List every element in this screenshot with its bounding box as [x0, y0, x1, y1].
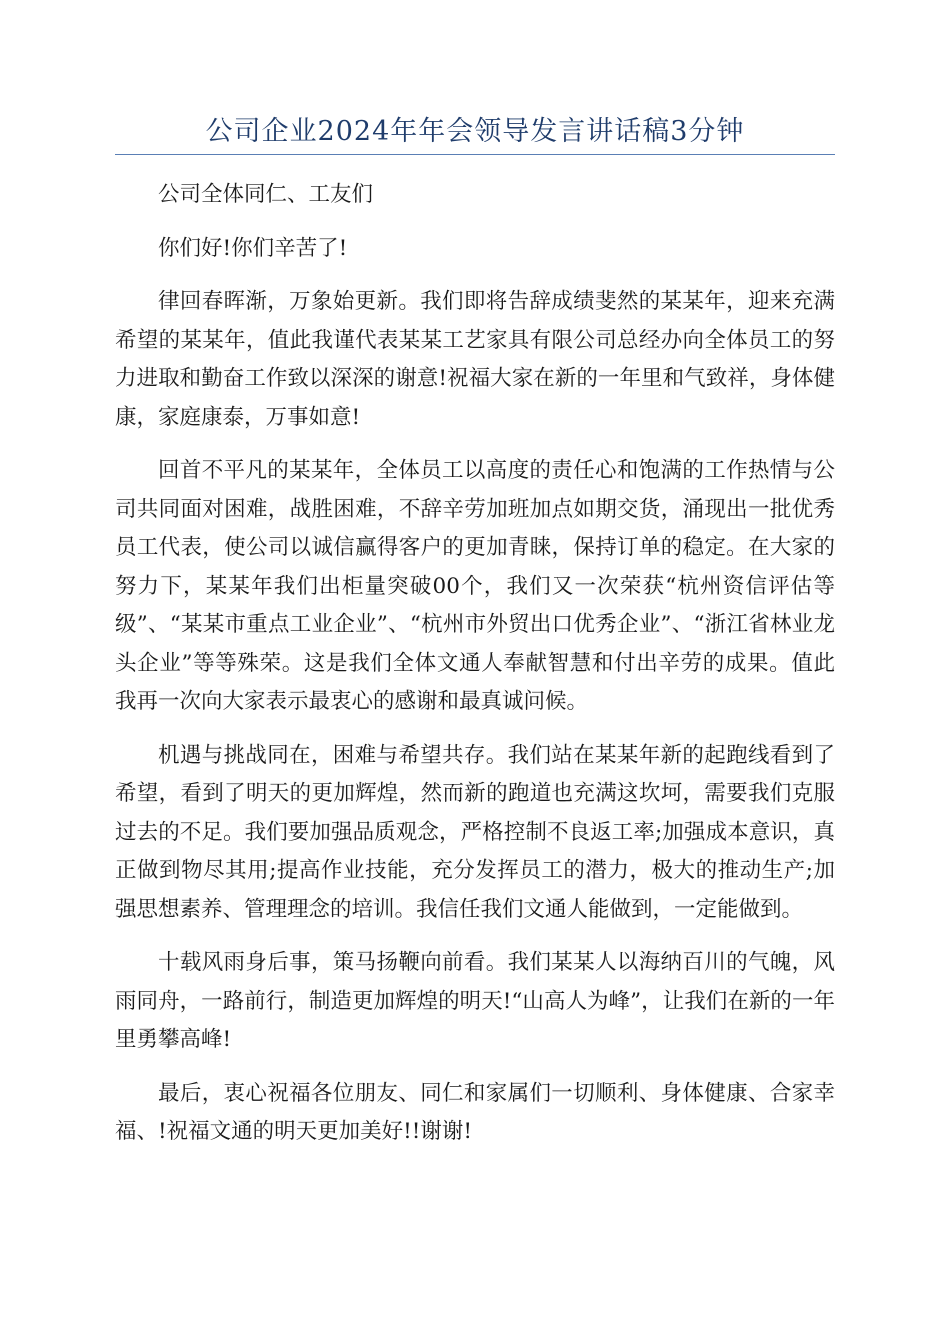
- closing-paragraph: 最后，衷心祝福各位朋友、同仁和家属们一切顺利、身体健康、合家幸福、!祝福文通的明天更加美好!!谢谢!: [115, 1080, 835, 1144]
- paragraph: 十载风雨身后事，策马扬鞭向前看。我们某某人以海纳百川的气魄，风雨同舟，一路前行，制造更加辉煌的明天!“山高人为峰”，让我们在新的一年里勇攀高峰!: [115, 950, 835, 1052]
- greeting: 你们好!你们辛苦了!: [158, 235, 348, 261]
- paragraph: 机遇与挑战同在，困难与希望共存。我们站在某某年新的起跑线看到了希望，看到了明天的更加辉煌，然而新的跑道也充满这坎坷，需要我们克服过去的不足。我们要加强品质观念，严格控制不良返工率;加强成本意识，真正做到物尽其用;提高作业技能，充分发挥员工的潜力，极大的推动生产;加强思想素养、管理理念的培训。我信任我们文通人能做到，一定能做到。: [115, 742, 835, 922]
- document-body: [115, 176, 835, 1167]
- title-underline: [115, 154, 835, 155]
- paragraph: 律回春晖渐，万象始更新。我们即将告辞成绩斐然的某某年，迎来充满希望的某某年，值此我谨代表某某工艺家具有限公司总经办向全体员工的努力进取和勤奋工作致以深深的谢意!祝福大家在新的一年里和气致祥，身体健康，家庭康泰，万事如意!: [115, 289, 835, 430]
- paragraph: 回首不平凡的某某年，全体员工以高度的责任心和饱满的工作热情与公司共同面对困难，战胜困难，不辞辛劳加班加点如期交货，涌现出一批优秀员工代表，使公司以诚信赢得客户的更加青睐，保持订单的稳定。在大家的努力下，某某年我们出柜量突破00个，我们又一次荣获“杭州资信评估等级”、“某某市重点工业企业”、“杭州市外贸出口优秀企业”、“浙江省林业龙头企业”等等殊荣。这是我们全体文通人奉献智慧和付出辛劳的成果。值此我再一次向大家表示最衷心的感谢和最真诚问候。: [115, 458, 835, 714]
- salutation: 公司全体同仁、工友们: [158, 182, 374, 207]
- document-title: 公司企业2024年年会领导发言讲话稿3分钟: [205, 116, 745, 147]
